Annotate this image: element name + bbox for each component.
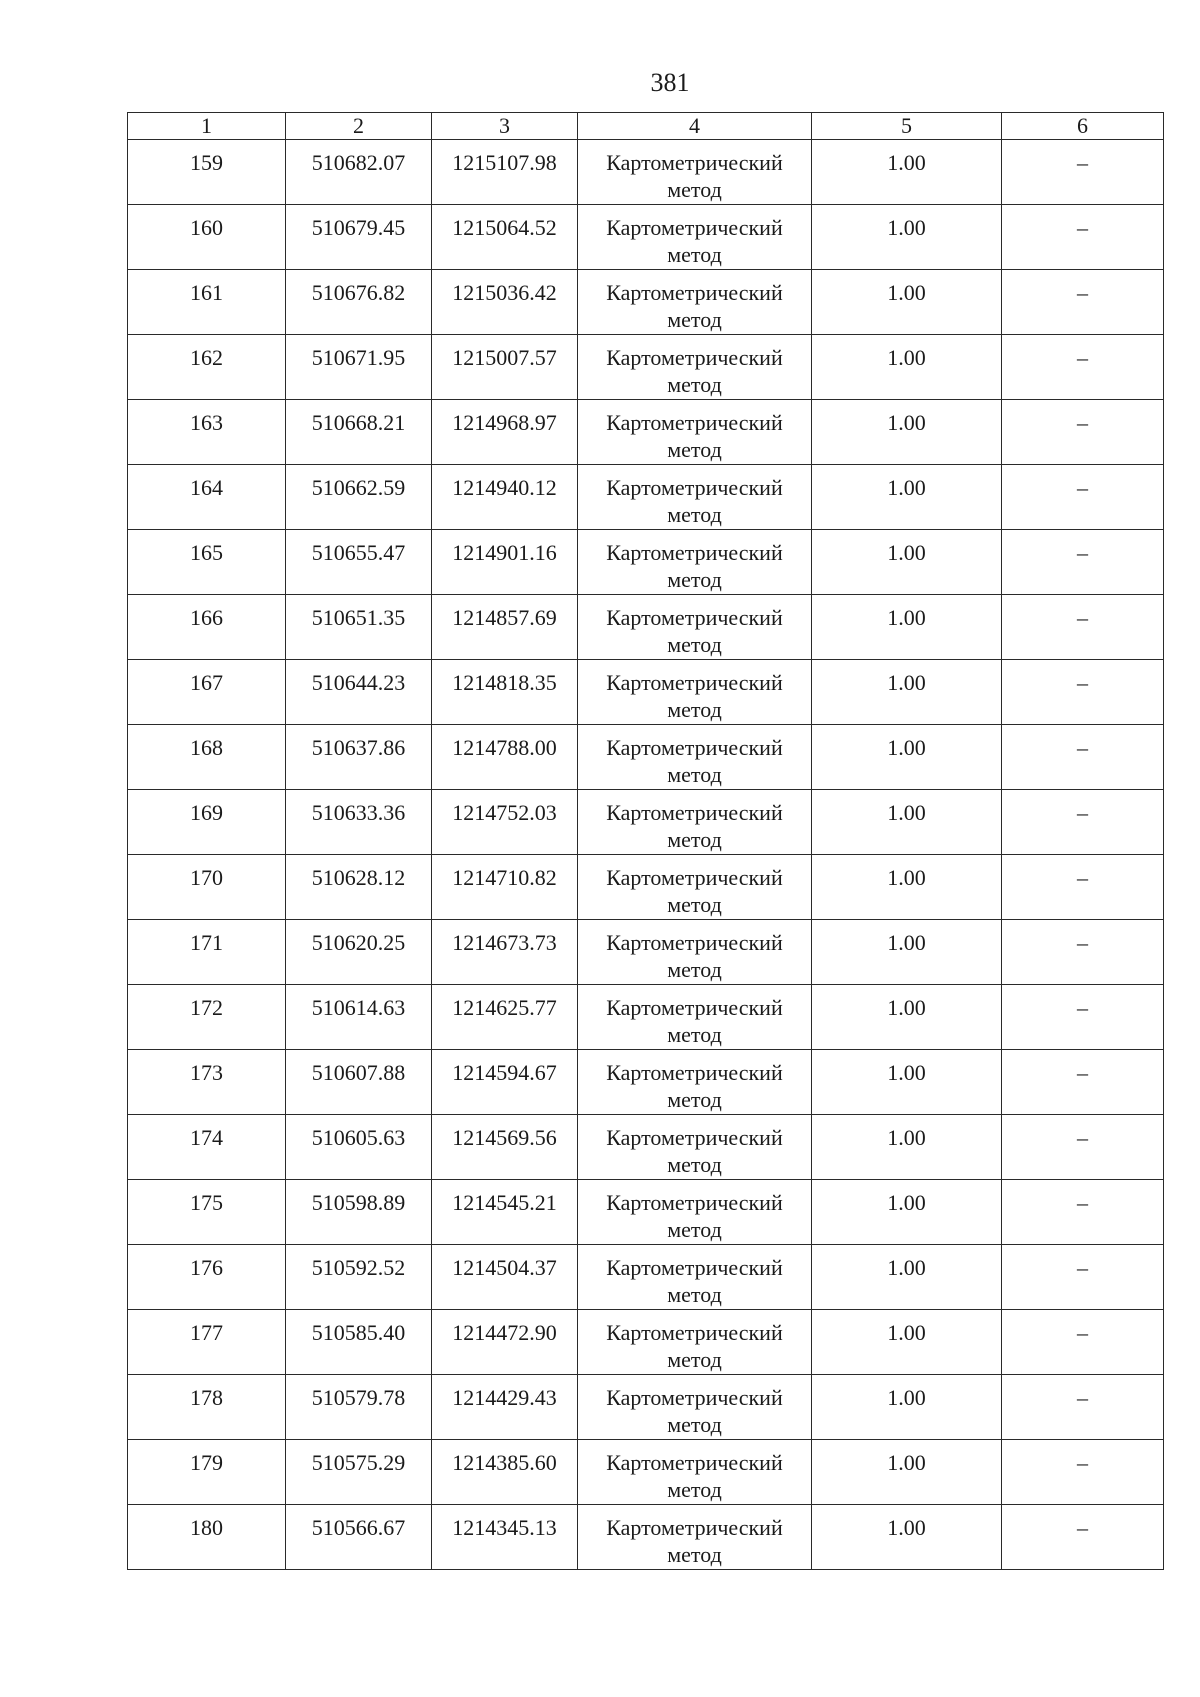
point-number-cell: 161 (128, 270, 286, 335)
point-number-cell: 159 (128, 140, 286, 205)
x-coordinate-cell: 510566.67 (286, 1505, 432, 1570)
x-coordinate-cell: 510651.35 (286, 595, 432, 660)
method-cell: Картометрический метод (578, 1310, 812, 1375)
table-row (128, 205, 1164, 270)
x-coordinate-cell: 510592.52 (286, 1245, 432, 1310)
point-number-cell: 168 (128, 725, 286, 790)
accuracy-cell: 1.00 (812, 595, 1002, 660)
note-cell: – (1002, 465, 1164, 530)
table-row (128, 725, 1164, 790)
y-coordinate-cell: 1214788.00 (432, 725, 578, 790)
method-cell: Картометрический метод (578, 790, 812, 855)
method-cell: Картометрический метод (578, 1115, 812, 1180)
x-coordinate-cell: 510671.95 (286, 335, 432, 400)
point-number-cell: 172 (128, 985, 286, 1050)
note-cell: – (1002, 1505, 1164, 1570)
point-number-cell: 170 (128, 855, 286, 920)
column-header-5: 5 (812, 113, 1002, 140)
x-coordinate-cell: 510679.45 (286, 205, 432, 270)
x-coordinate-cell: 510579.78 (286, 1375, 432, 1440)
accuracy-cell: 1.00 (812, 270, 1002, 335)
accuracy-cell: 1.00 (812, 1115, 1002, 1180)
point-number-cell: 176 (128, 1245, 286, 1310)
note-cell: – (1002, 530, 1164, 595)
note-cell: – (1002, 660, 1164, 725)
accuracy-cell: 1.00 (812, 725, 1002, 790)
method-cell: Картометрический метод (578, 1440, 812, 1505)
table-row (128, 400, 1164, 465)
note-cell: – (1002, 790, 1164, 855)
point-number-cell: 169 (128, 790, 286, 855)
y-coordinate-cell: 1214968.97 (432, 400, 578, 465)
method-cell: Картометрический метод (578, 530, 812, 595)
y-coordinate-cell: 1214818.35 (432, 660, 578, 725)
note-cell: – (1002, 985, 1164, 1050)
accuracy-cell: 1.00 (812, 660, 1002, 725)
table-header (128, 113, 1164, 140)
note-cell: – (1002, 595, 1164, 660)
point-number-cell: 167 (128, 660, 286, 725)
y-coordinate-cell: 1214545.21 (432, 1180, 578, 1245)
point-number-cell: 178 (128, 1375, 286, 1440)
point-number-cell: 179 (128, 1440, 286, 1505)
table-row (128, 855, 1164, 920)
method-cell: Картометрический метод (578, 985, 812, 1050)
point-number-cell: 177 (128, 1310, 286, 1375)
table-row (128, 985, 1164, 1050)
y-coordinate-cell: 1214710.82 (432, 855, 578, 920)
accuracy-cell: 1.00 (812, 140, 1002, 205)
table-row (128, 335, 1164, 400)
x-coordinate-cell: 510676.82 (286, 270, 432, 335)
y-coordinate-cell: 1214752.03 (432, 790, 578, 855)
table-row (128, 270, 1164, 335)
y-coordinate-cell: 1214569.56 (432, 1115, 578, 1180)
accuracy-cell: 1.00 (812, 1310, 1002, 1375)
note-cell: – (1002, 920, 1164, 985)
note-cell: – (1002, 270, 1164, 335)
note-cell: – (1002, 725, 1164, 790)
coordinates-table (127, 112, 1164, 1570)
point-number-cell: 165 (128, 530, 286, 595)
accuracy-cell: 1.00 (812, 1440, 1002, 1505)
x-coordinate-cell: 510668.21 (286, 400, 432, 465)
y-coordinate-cell: 1214901.16 (432, 530, 578, 595)
note-cell: – (1002, 1245, 1164, 1310)
y-coordinate-cell: 1215107.98 (432, 140, 578, 205)
column-header-3: 3 (432, 113, 578, 140)
note-cell: – (1002, 400, 1164, 465)
table-row (128, 1375, 1164, 1440)
point-number-cell: 166 (128, 595, 286, 660)
x-coordinate-cell: 510682.07 (286, 140, 432, 205)
point-number-cell: 160 (128, 205, 286, 270)
table-row (128, 1505, 1164, 1570)
point-number-cell: 180 (128, 1505, 286, 1570)
method-cell: Картометрический метод (578, 1180, 812, 1245)
note-cell: – (1002, 335, 1164, 400)
accuracy-cell: 1.00 (812, 1375, 1002, 1440)
accuracy-cell: 1.00 (812, 920, 1002, 985)
column-header-6: 6 (1002, 113, 1164, 140)
accuracy-cell: 1.00 (812, 1050, 1002, 1115)
point-number-cell: 173 (128, 1050, 286, 1115)
x-coordinate-cell: 510655.47 (286, 530, 432, 595)
point-number-cell: 162 (128, 335, 286, 400)
method-cell: Картометрический метод (578, 335, 812, 400)
method-cell: Картометрический метод (578, 660, 812, 725)
accuracy-cell: 1.00 (812, 1245, 1002, 1310)
accuracy-cell: 1.00 (812, 335, 1002, 400)
method-cell: Картометрический метод (578, 400, 812, 465)
table-row (128, 465, 1164, 530)
note-cell: – (1002, 205, 1164, 270)
method-cell: Картометрический метод (578, 920, 812, 985)
table-body (128, 140, 1164, 1570)
x-coordinate-cell: 510633.36 (286, 790, 432, 855)
header-row (128, 113, 1164, 140)
table-row (128, 530, 1164, 595)
y-coordinate-cell: 1215064.52 (432, 205, 578, 270)
note-cell: – (1002, 1440, 1164, 1505)
y-coordinate-cell: 1214857.69 (432, 595, 578, 660)
y-coordinate-cell: 1214940.12 (432, 465, 578, 530)
point-number-cell: 174 (128, 1115, 286, 1180)
x-coordinate-cell: 510585.40 (286, 1310, 432, 1375)
table-row (128, 1050, 1164, 1115)
accuracy-cell: 1.00 (812, 1180, 1002, 1245)
column-header-4: 4 (578, 113, 812, 140)
column-header-2: 2 (286, 113, 432, 140)
method-cell: Картометрический метод (578, 270, 812, 335)
accuracy-cell: 1.00 (812, 985, 1002, 1050)
note-cell: – (1002, 855, 1164, 920)
table-row (128, 595, 1164, 660)
method-cell: Картометрический метод (578, 1375, 812, 1440)
point-number-cell: 163 (128, 400, 286, 465)
y-coordinate-cell: 1215007.57 (432, 335, 578, 400)
note-cell: – (1002, 1180, 1164, 1245)
y-coordinate-cell: 1215036.42 (432, 270, 578, 335)
y-coordinate-cell: 1214472.90 (432, 1310, 578, 1375)
accuracy-cell: 1.00 (812, 790, 1002, 855)
note-cell: – (1002, 140, 1164, 205)
method-cell: Картометрический метод (578, 595, 812, 660)
method-cell: Картометрический метод (578, 1505, 812, 1570)
table-row (128, 1245, 1164, 1310)
table-row (128, 1115, 1164, 1180)
note-cell: – (1002, 1115, 1164, 1180)
method-cell: Картометрический метод (578, 855, 812, 920)
y-coordinate-cell: 1214429.43 (432, 1375, 578, 1440)
method-cell: Картометрический метод (578, 1050, 812, 1115)
accuracy-cell: 1.00 (812, 1505, 1002, 1570)
x-coordinate-cell: 510637.86 (286, 725, 432, 790)
x-coordinate-cell: 510598.89 (286, 1180, 432, 1245)
x-coordinate-cell: 510620.25 (286, 920, 432, 985)
table-row (128, 1310, 1164, 1375)
method-cell: Картометрический метод (578, 1245, 812, 1310)
point-number-cell: 164 (128, 465, 286, 530)
table-row (128, 790, 1164, 855)
accuracy-cell: 1.00 (812, 400, 1002, 465)
y-coordinate-cell: 1214594.67 (432, 1050, 578, 1115)
table-row (128, 1440, 1164, 1505)
y-coordinate-cell: 1214504.37 (432, 1245, 578, 1310)
point-number-cell: 175 (128, 1180, 286, 1245)
method-cell: Картометрический метод (578, 140, 812, 205)
note-cell: – (1002, 1310, 1164, 1375)
y-coordinate-cell: 1214673.73 (432, 920, 578, 985)
table-row (128, 920, 1164, 985)
note-cell: – (1002, 1375, 1164, 1440)
method-cell: Картометрический метод (578, 465, 812, 530)
x-coordinate-cell: 510628.12 (286, 855, 432, 920)
x-coordinate-cell: 510644.23 (286, 660, 432, 725)
x-coordinate-cell: 510607.88 (286, 1050, 432, 1115)
table-row (128, 660, 1164, 725)
accuracy-cell: 1.00 (812, 530, 1002, 595)
y-coordinate-cell: 1214345.13 (432, 1505, 578, 1570)
note-cell: – (1002, 1050, 1164, 1115)
point-number-cell: 171 (128, 920, 286, 985)
page-number: 381 (650, 68, 690, 97)
method-cell: Картометрический метод (578, 725, 812, 790)
y-coordinate-cell: 1214385.60 (432, 1440, 578, 1505)
accuracy-cell: 1.00 (812, 465, 1002, 530)
y-coordinate-cell: 1214625.77 (432, 985, 578, 1050)
accuracy-cell: 1.00 (812, 205, 1002, 270)
x-coordinate-cell: 510605.63 (286, 1115, 432, 1180)
method-cell: Картометрический метод (578, 205, 812, 270)
column-header-1: 1 (128, 113, 286, 140)
accuracy-cell: 1.00 (812, 855, 1002, 920)
table-row (128, 1180, 1164, 1245)
x-coordinate-cell: 510614.63 (286, 985, 432, 1050)
x-coordinate-cell: 510662.59 (286, 465, 432, 530)
x-coordinate-cell: 510575.29 (286, 1440, 432, 1505)
table-row (128, 140, 1164, 205)
